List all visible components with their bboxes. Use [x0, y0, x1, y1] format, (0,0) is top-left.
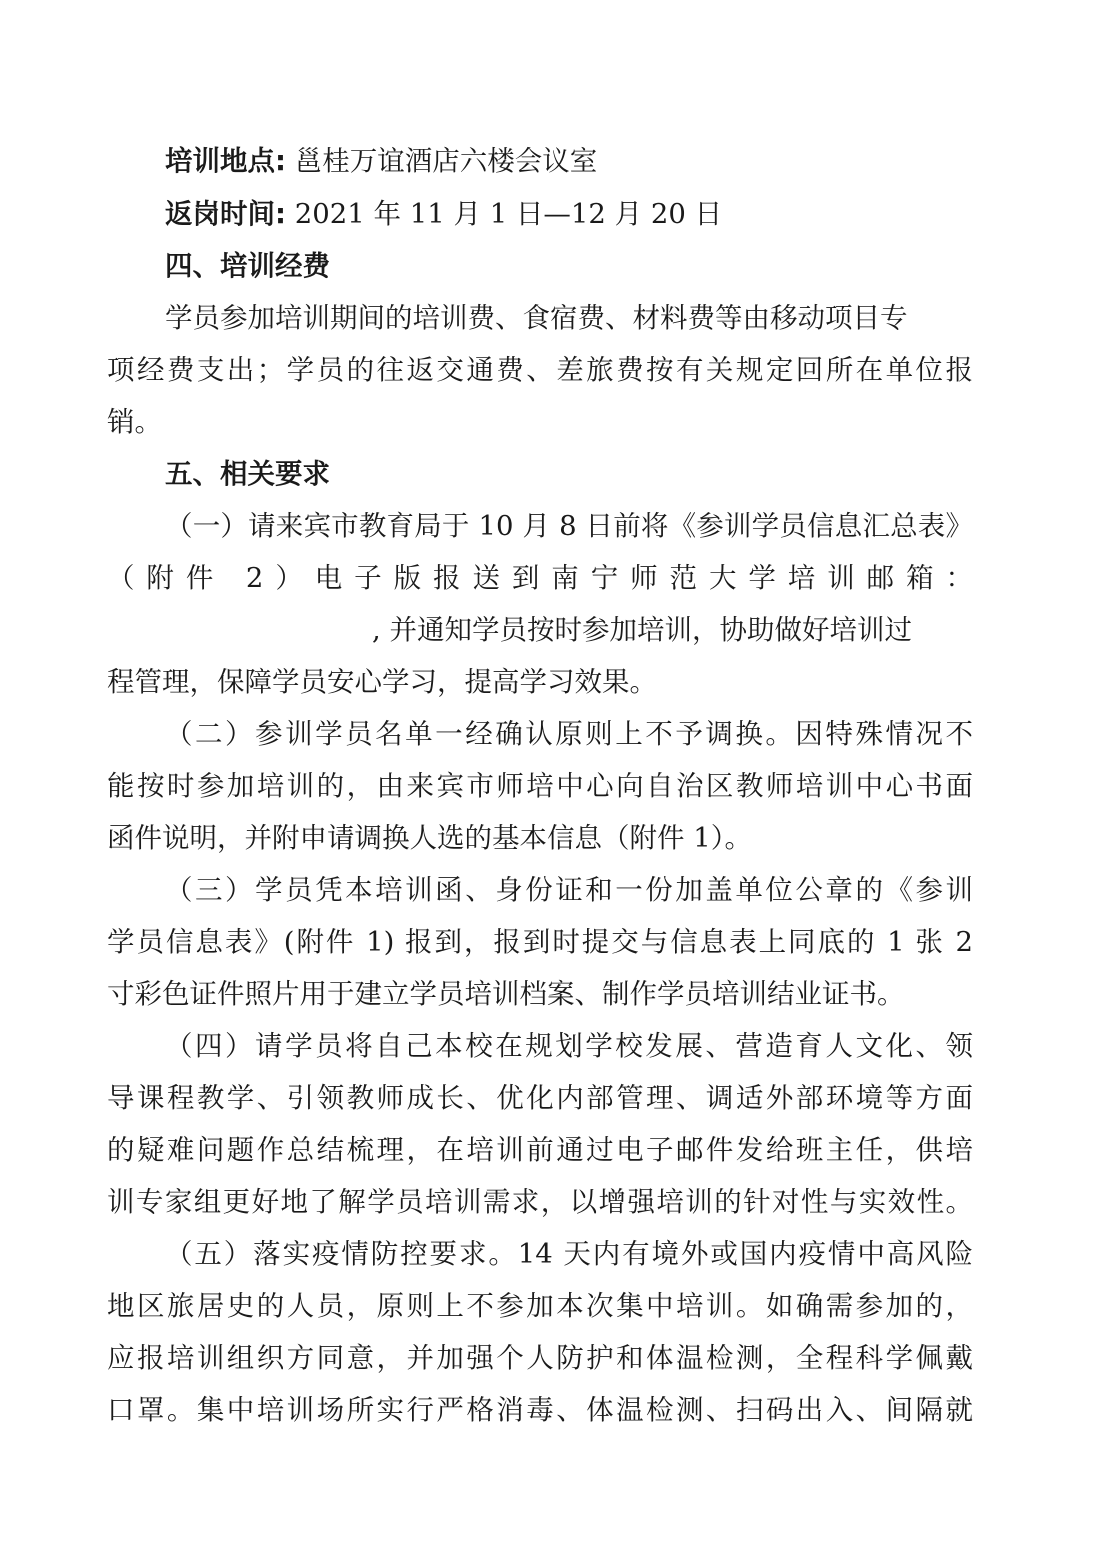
section4-heading: 四、培训经费: [165, 250, 330, 282]
paragraph-line: 导课程教学、引领教师成长、优化内部管理、调适外部环境等方面: [107, 1082, 973, 1114]
return-time-label: 返岗时间: [165, 198, 275, 230]
paragraph-line: 学员参加培训期间的培训费、食宿费、材料费等由移动项目专: [165, 302, 908, 334]
paragraph-line: 销。: [107, 406, 162, 438]
paragraph-text: 并通知学员按时参加培训，协助做好培训过: [380, 614, 912, 646]
paragraph-line: （三）学员凭本培训函、身份证和一份加盖单位公章的《参训: [165, 874, 973, 906]
paragraph-line: （四）请学员将自己本校在规划学校发展、营造育人文化、领: [165, 1030, 973, 1062]
paragraph-line: 寸彩色证件照片用于建立学员培训档案、制作学员培训结业证书。: [107, 978, 905, 1010]
paragraph-line: 函件说明，并附申请调换人选的基本信息（附件 1）。: [107, 822, 752, 854]
paragraph-line: （二）参训学员名单一经确认原则上不予调换。因特殊情况不: [165, 718, 973, 750]
paragraph-line: 学员信息表》(附件 1) 报到，报到时提交与信息表上同底的 1 张 2: [107, 926, 973, 958]
paragraph-line: （一）请来宾市教育局于 10 月 8 日前将《参训学员信息汇总表》: [165, 510, 973, 542]
redaction-mark: ,: [372, 614, 381, 646]
paragraph-line: 应报培训组织方同意，并加强个人防护和体温检测，全程科学佩戴: [107, 1342, 973, 1374]
venue-label: 培训地点: [165, 145, 275, 177]
return-time-value: 2021 年 11 月 1 日—12 月 20 日: [294, 198, 723, 230]
return-time-line: 返岗时间: 2021 年 11 月 1 日—12 月 20 日: [165, 198, 723, 230]
section5-heading: 五、相关要求: [165, 458, 330, 490]
paragraph-line: 口罩。集中培训场所实行严格消毒、体温检测、扫码出入、间隔就: [107, 1394, 973, 1426]
paragraph-line: 能按时参加培训的，由来宾市师培中心向自治区教师培训中心书面: [107, 770, 973, 802]
paragraph-line: [107, 610, 973, 650]
paragraph-line: 训专家组更好地了解学员培训需求，以增强培训的针对性与实效性。: [107, 1186, 973, 1218]
venue-value: 邕桂万谊酒店六楼会议室: [294, 145, 598, 177]
paragraph-line: 的疑难问题作总结梳理，在培训前通过电子邮件发给班主任，供培: [107, 1134, 973, 1166]
paragraph-line: （附件 2）电子版报送到南宁师范大学培训邮箱：: [107, 562, 973, 594]
paragraph-line: 项经费支出；学员的往返交通费、差旅费按有关规定回所在单位报: [107, 354, 973, 386]
paragraph-line: 地区旅居史的人员，原则上不参加本次集中培训。如确需参加的，: [107, 1290, 973, 1322]
paragraph-line: 程管理，保障学员安心学习，提高学习效果。: [107, 666, 657, 698]
venue-line: 培训地点: 邕桂万谊酒店六楼会议室: [165, 145, 598, 177]
paragraph-line: （五）落实疫情防控要求。14 天内有境外或国内疫情中高风险: [165, 1238, 973, 1270]
